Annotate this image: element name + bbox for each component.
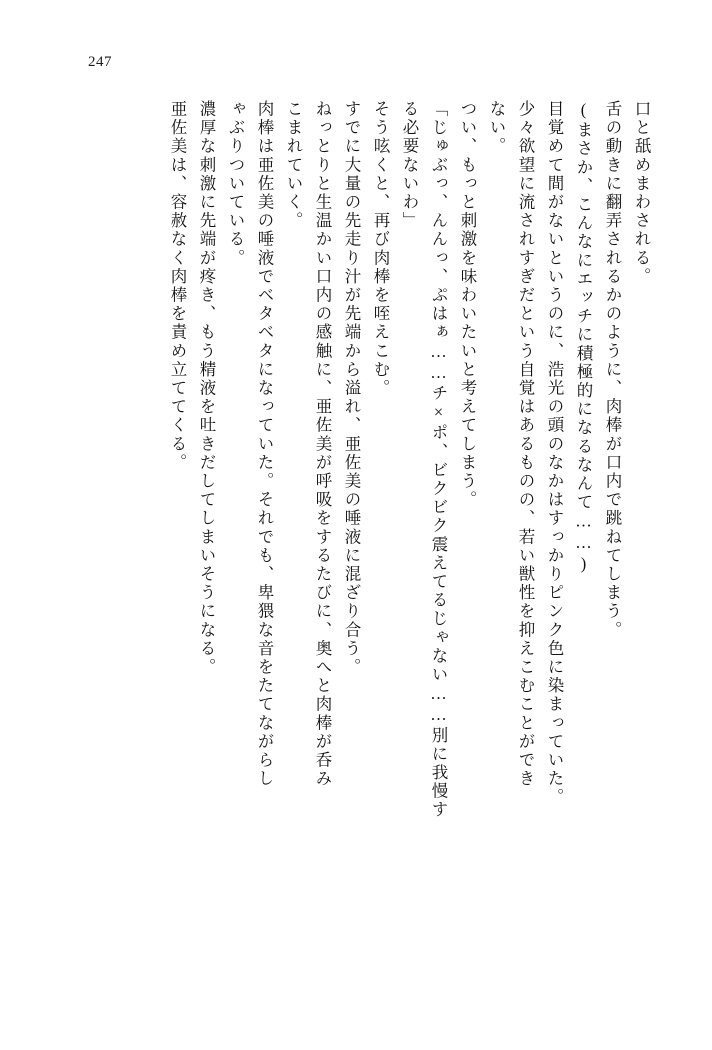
text-line: る必要ないわ」: [400, 100, 419, 231]
text-line: 肉棒は亜佐美の唾液でベタベタになっていた。それでも、卑猥な音をたてながらし: [255, 100, 274, 789]
text-line: (まさか、こんなにエッチに積極的になるなんて……): [574, 100, 593, 575]
text-line: 亜佐美は、容赦なく肉棒を責め立ててくる。: [168, 100, 187, 472]
text-line: そう呟くと、再び肉棒を咥えこむ。: [371, 100, 390, 398]
text-line: 濃厚な刺激に先端が疼き、もう精液を吐きだしてしまいそうになる。: [197, 100, 216, 677]
text-line: つい、もっと刺激を味わいたいと考えてしまう。: [458, 100, 477, 510]
text-line: こまれていく。: [284, 100, 303, 231]
text-line: すでに大量の先走り汁が先端から溢れ、亜佐美の唾液に混ざり合う。: [342, 100, 361, 677]
text-line: ない。: [487, 100, 506, 156]
text-line: 目覚めて間がないというのに、浩光の頭のなかはすっかりピンク色に染まっていた。: [545, 100, 564, 807]
text-line: 口と舐めまわされる。: [632, 100, 651, 286]
text-line: 舌の動きに翻弄されるかのように、肉棒が口内で跳ねてしまう。: [603, 100, 622, 640]
page-number: 247: [88, 54, 112, 70]
text-line: ゃぶりついている。: [226, 100, 245, 268]
text-line: 少々欲望に流されすぎだという自覚はあるものの、若い獣性を抑えこむことができ: [516, 100, 535, 789]
body-text: [56, 100, 656, 980]
text-line: 「じゅぶっ、んんっ、ぷはぁ……チ×ポ、ビクビク震えてるじゃない……別に我慢す: [429, 100, 448, 820]
text-line: ねっとりと生温かい口内の感触に、亜佐美が呼吸をするたびに、奥へと肉棒が呑み: [313, 100, 332, 789]
